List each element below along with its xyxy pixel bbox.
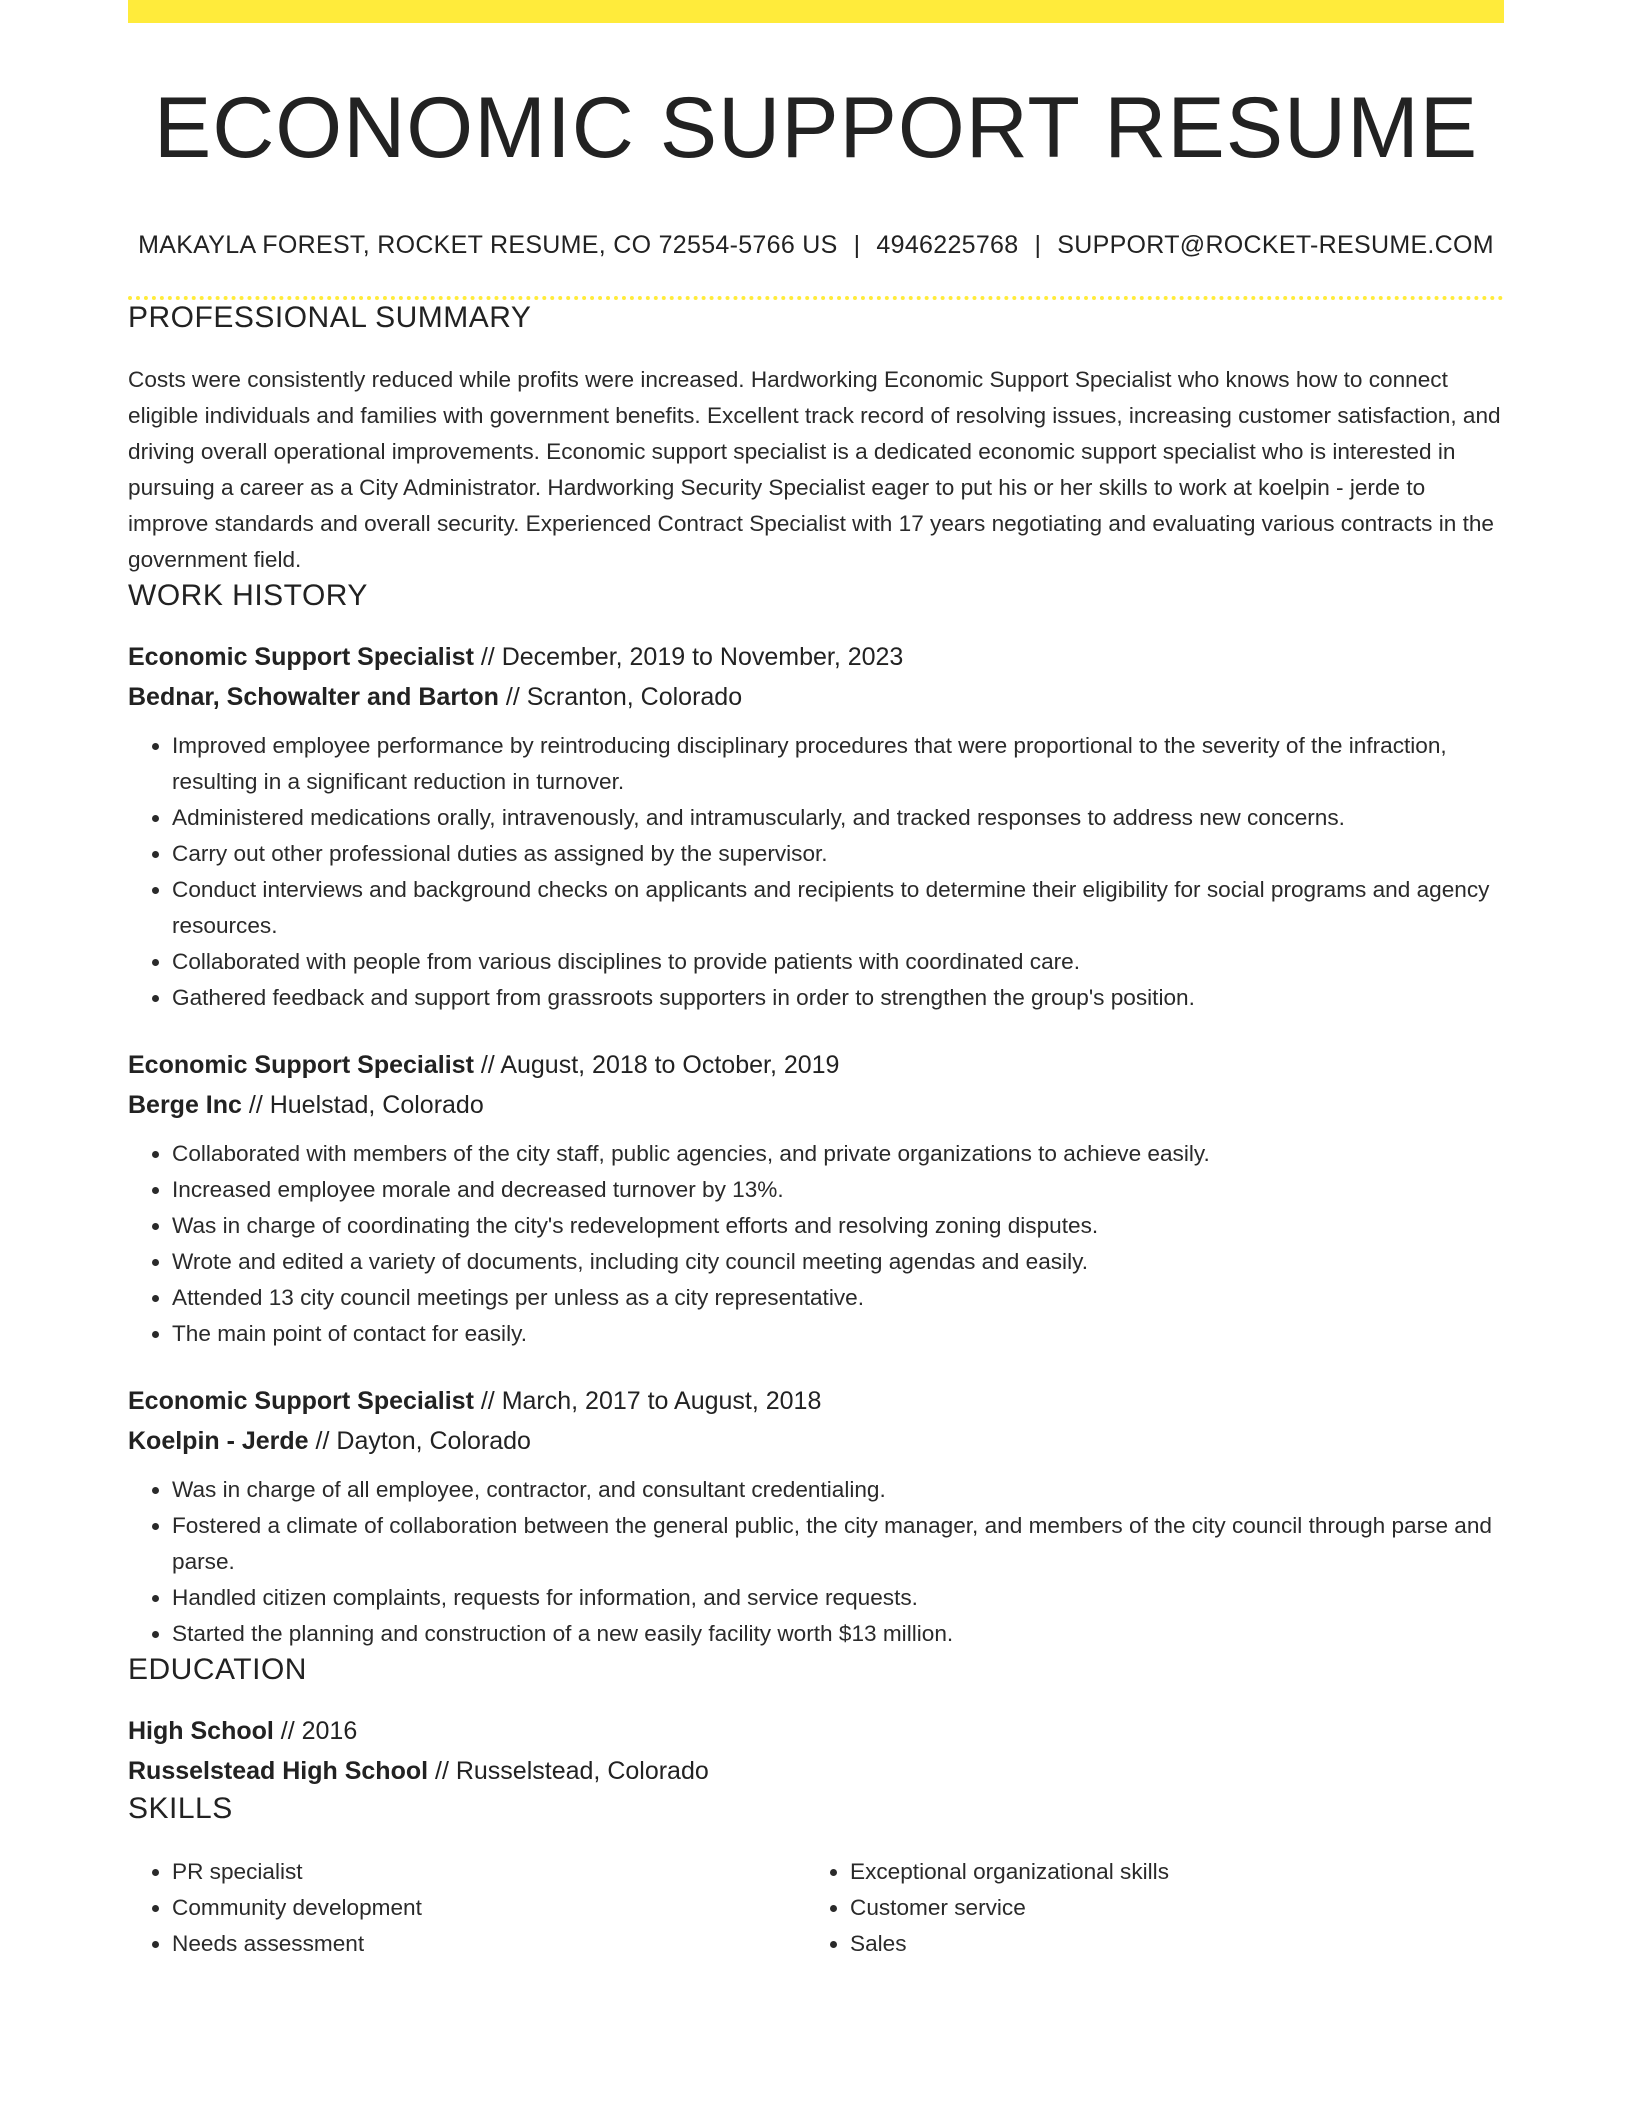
job-title-line bbox=[128, 638, 1504, 678]
job-dates: // December, 2019 to November, 2023 bbox=[480, 643, 904, 671]
job-location: // Huelstad, Colorado bbox=[248, 1090, 484, 1119]
job-company: Bednar, Schowalter and Barton bbox=[128, 682, 499, 711]
job-bullet: • Fostered a climate of collaboration between the general public, the city manager, and members of the city council through parse and parse. bbox=[172, 1508, 1504, 1580]
job-bullet: • Conduct interviews and background checks on applicants and recipients to determine their eligibility for social programs and agency resources. bbox=[172, 872, 1504, 944]
education-entry bbox=[128, 1712, 1504, 1791]
contact-address: MAKAYLA FOREST, ROCKET RESUME, CO 72554-5766 US bbox=[138, 231, 838, 259]
education-school-line bbox=[128, 1752, 1504, 1792]
contact-email: SUPPORT@ROCKET-RESUME.COM bbox=[1057, 231, 1494, 259]
contact-separator: | bbox=[853, 231, 861, 259]
skills-heading: SKILLS bbox=[128, 1792, 233, 1825]
skills-column-left bbox=[128, 1854, 806, 1962]
skill-item: • Exceptional organizational skills bbox=[850, 1854, 1484, 1890]
skill-item: • Needs assessment bbox=[172, 1926, 806, 1962]
resume-content bbox=[128, 0, 1504, 1962]
job-company: Berge Inc bbox=[128, 1090, 242, 1119]
job-company-line bbox=[128, 1422, 1504, 1462]
education-heading: EDUCATION bbox=[128, 1653, 307, 1686]
job-bullets bbox=[128, 1136, 1504, 1352]
job-bullet: • Increased employee morale and decreased turnover by 13%. bbox=[172, 1172, 1504, 1208]
contact-separator: | bbox=[1034, 231, 1042, 259]
skill-item: • Community development bbox=[172, 1890, 806, 1926]
job-bullet: • The main point of contact for easily. bbox=[172, 1316, 1504, 1352]
education-school: Russelstead High School bbox=[128, 1756, 429, 1785]
job-location: // Dayton, Colorado bbox=[315, 1426, 531, 1455]
job-title: Economic Support Specialist bbox=[128, 1051, 474, 1079]
contact-line bbox=[128, 230, 1504, 260]
skills-column-right bbox=[806, 1854, 1484, 1962]
job-company-line bbox=[128, 678, 1504, 718]
resume-title: ECONOMIC SUPPORT RESUME bbox=[153, 80, 1479, 176]
work-history-heading: WORK HISTORY bbox=[128, 579, 368, 612]
job-entry bbox=[128, 638, 1504, 1016]
job-bullet: • Started the planning and construction of a new easily facility worth $13 million. bbox=[172, 1616, 1504, 1652]
contact-phone: 4946225768 bbox=[876, 231, 1019, 259]
job-entry bbox=[128, 1046, 1504, 1352]
education-location: // Russelstead, Colorado bbox=[435, 1756, 709, 1785]
job-company-line bbox=[128, 1086, 1504, 1126]
job-title-line bbox=[128, 1046, 1504, 1086]
job-bullet: • Collaborated with people from various disciplines to provide patients with coordinated care. bbox=[172, 944, 1504, 980]
skills-list bbox=[128, 1854, 1504, 1962]
job-bullets bbox=[128, 728, 1504, 1016]
job-company: Koelpin - Jerde bbox=[128, 1426, 309, 1455]
job-bullet: • Was in charge of all employee, contractor, and consultant credentialing. bbox=[172, 1472, 1504, 1508]
job-dates: // March, 2017 to August, 2018 bbox=[480, 1387, 822, 1415]
job-bullet: • Carry out other professional duties as assigned by the supervisor. bbox=[172, 836, 1504, 872]
education-degree: High School bbox=[128, 1717, 274, 1745]
summary-text: Costs were consistently reduced while profits were increased. Hardworking Economic Support Specialist who knows how to connect eligible individuals and families with government benefits. Excellent track record of resolving issues, increasing customer satisfaction, and driving overall operational improvements. Economic support specialist is a dedicated economic support specialist who is interested in pursuing a career as a City Administrator. Hardworking Security Specialist eager to put his or her skills to work at koelpin - jerde to improve standards and overall security. Experienced Contract Specialist with 17 years negotiating and evaluating various contracts in the government field. bbox=[128, 367, 1501, 572]
job-bullet: • Handled citizen complaints, requests for information, and service requests. bbox=[172, 1580, 1504, 1616]
job-bullet: • Administered medications orally, intravenously, and intramuscularly, and tracked responses to address new concerns. bbox=[172, 800, 1504, 836]
education-degree-line bbox=[128, 1712, 1504, 1752]
job-bullet: • Gathered feedback and support from grassroots supporters in order to strengthen the group's position. bbox=[172, 980, 1504, 1016]
job-dates: // August, 2018 to October, 2019 bbox=[480, 1051, 840, 1079]
job-bullet: • Collaborated with members of the city staff, public agencies, and private organizations to achieve easily. bbox=[172, 1136, 1504, 1172]
skill-item: • PR specialist bbox=[172, 1854, 806, 1890]
job-location: // Scranton, Colorado bbox=[505, 682, 743, 711]
summary-heading: PROFESSIONAL SUMMARY bbox=[128, 301, 532, 334]
skill-item: • Customer service bbox=[850, 1890, 1484, 1926]
job-bullet: • Was in charge of coordinating the city's redevelopment efforts and resolving zoning disputes. bbox=[172, 1208, 1504, 1244]
job-bullets bbox=[128, 1472, 1504, 1652]
job-title-line bbox=[128, 1382, 1504, 1422]
job-title: Economic Support Specialist bbox=[128, 1387, 474, 1415]
job-bullet: • Improved employee performance by reintroducing disciplinary procedures that were proportional to the severity of the infraction, resulting in a significant reduction in turnover. bbox=[172, 728, 1504, 800]
skill-item: • Sales bbox=[850, 1926, 1484, 1962]
job-title: Economic Support Specialist bbox=[128, 643, 474, 671]
job-bullet: • Attended 13 city council meetings per unless as a city representative. bbox=[172, 1280, 1504, 1316]
education-year: // 2016 bbox=[280, 1717, 358, 1745]
job-entry bbox=[128, 1382, 1504, 1652]
job-bullet: • Wrote and edited a variety of documents, including city council meeting agendas and easily. bbox=[172, 1244, 1504, 1280]
